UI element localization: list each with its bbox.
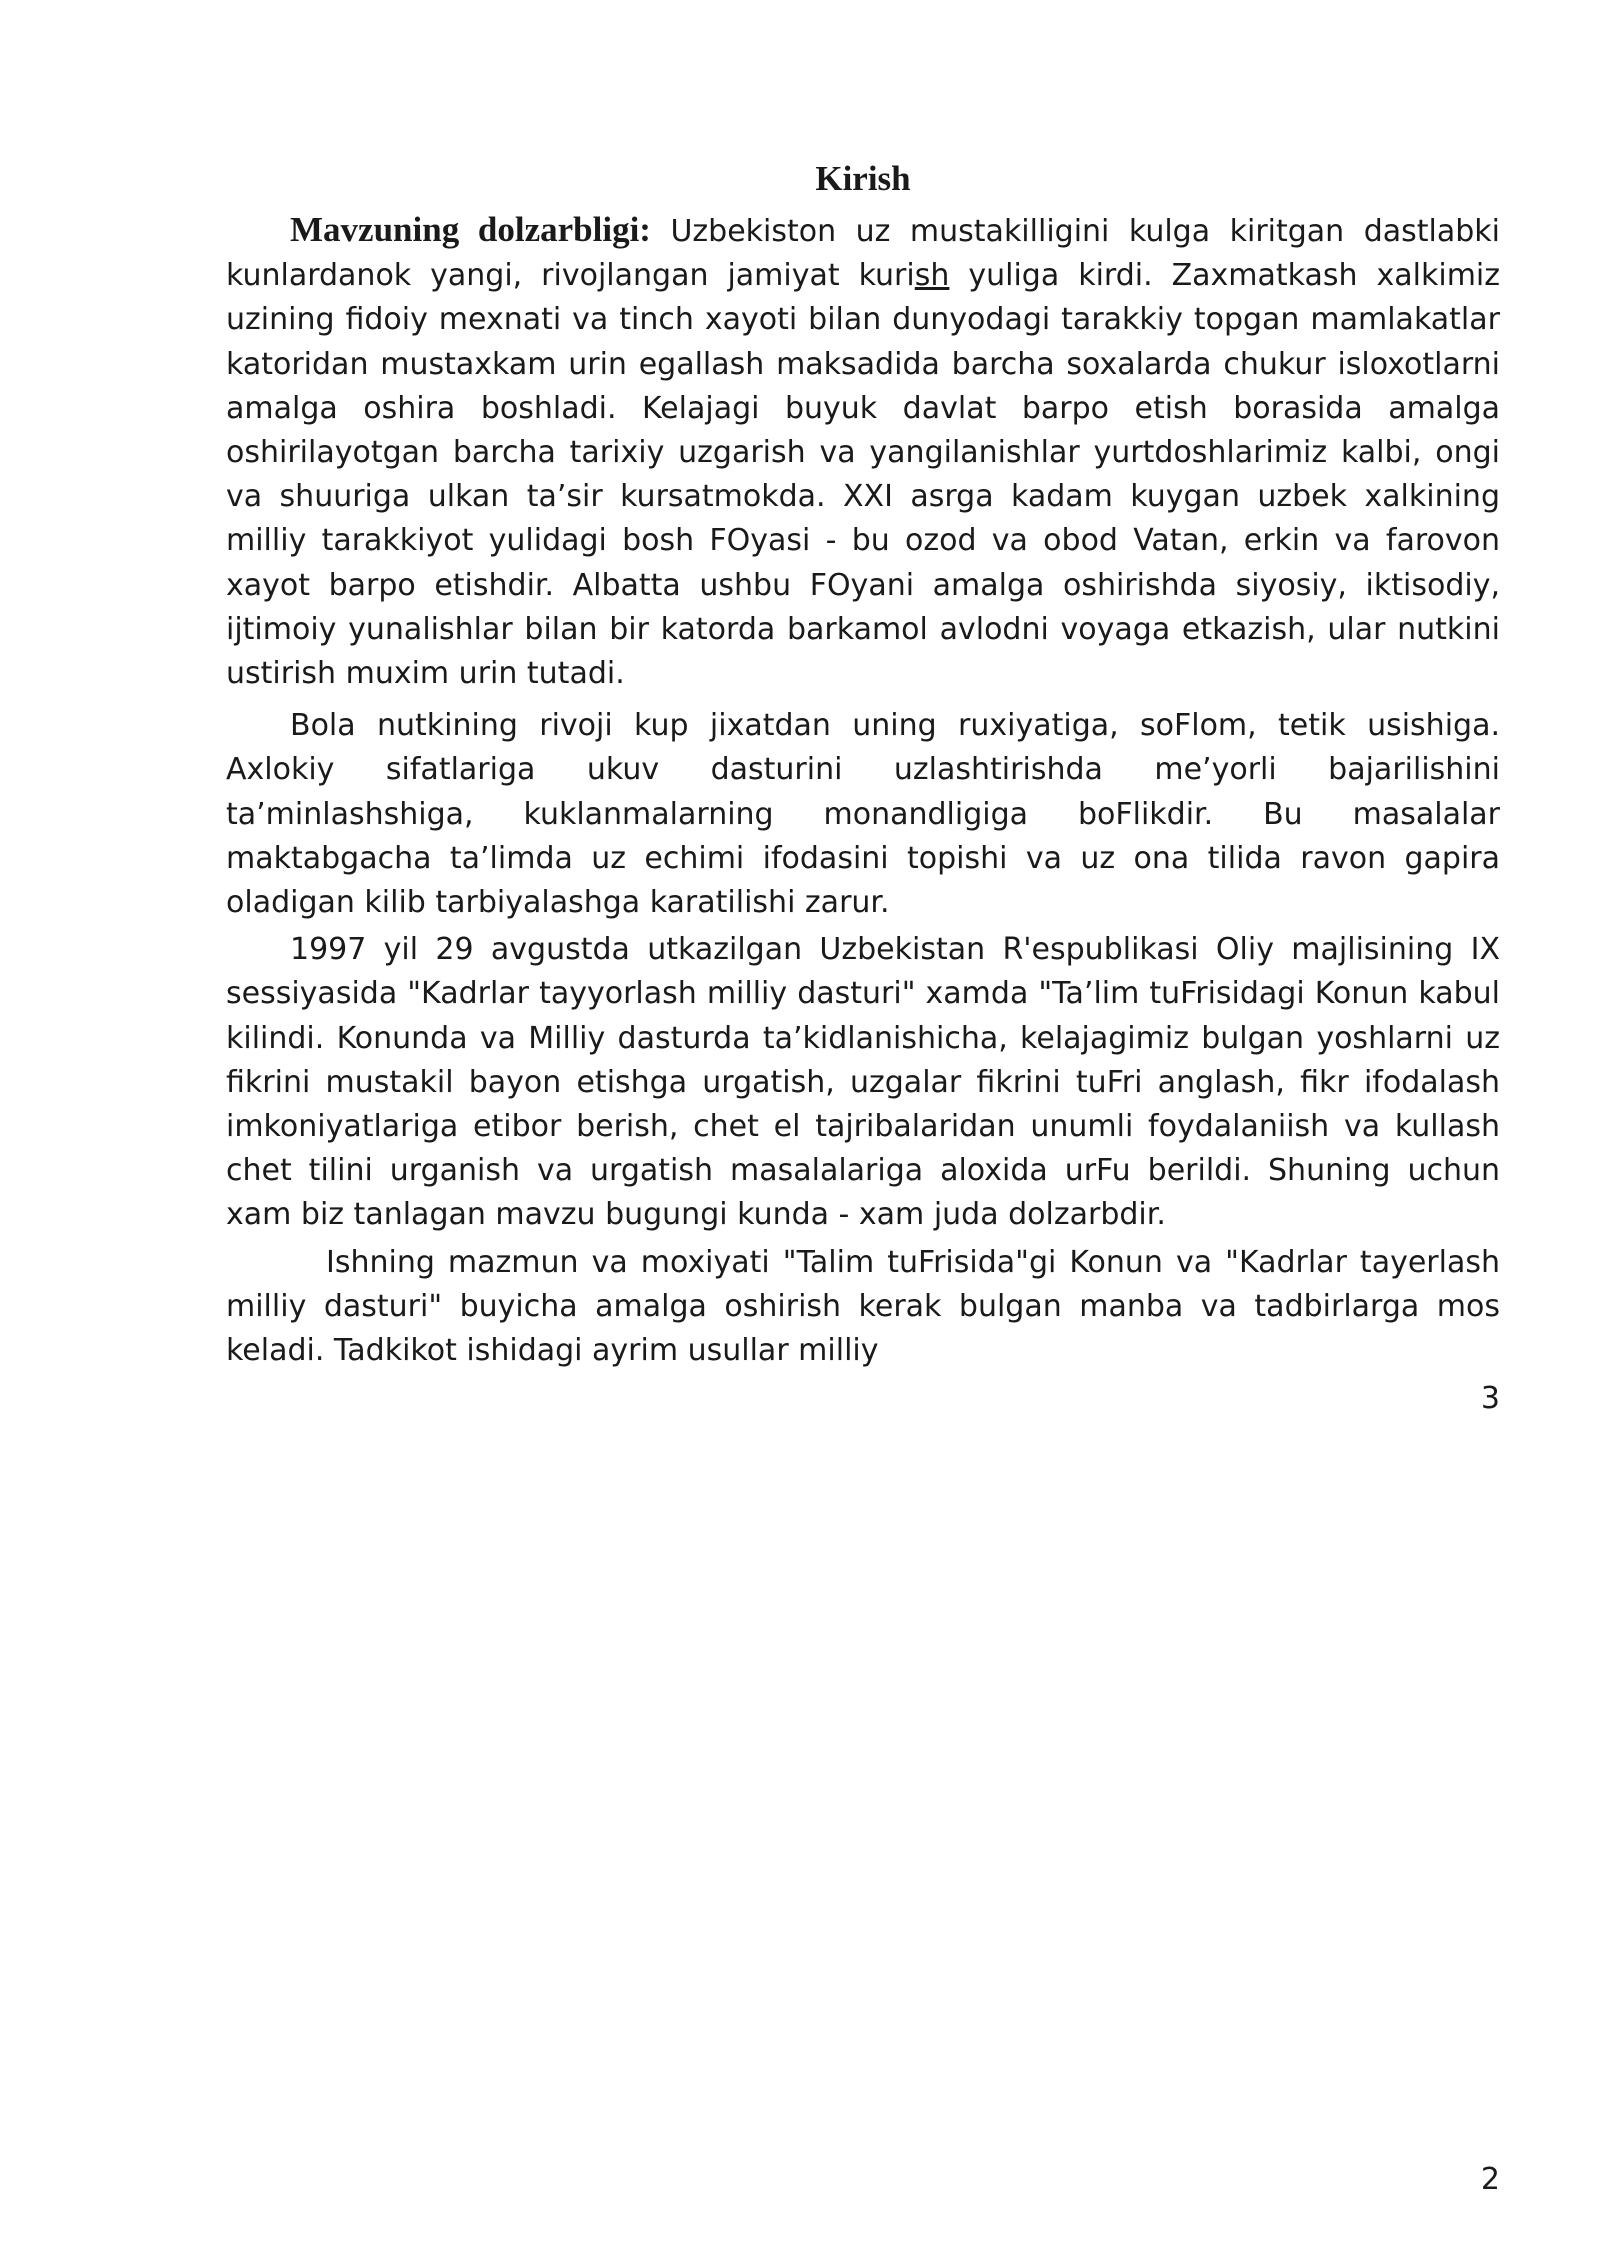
paragraph-essence: Ishning mazmun va moxiyati "Talim tuFrisida"gi Konun va "Kadrlar tayerlash milliy dasturi" buyicha amalga oshirish kerak bulgan manba va tadbirlarga mos keladi. Tadkikot ishidagi ayrim usullar milliy (226, 1244, 1500, 1369)
page-number: 2 (1480, 2162, 1500, 2197)
paragraph-relevance (226, 208, 1500, 696)
page-content (226, 150, 1500, 1419)
relevance-lead: Mavzuning dolzarbligi: (290, 210, 651, 249)
paragraph-law-1997: 1997 yil 29 avgustda utkazilgan Uzbekistan R'espublikasi Oliy majlisining IX sessiyasida "Kadrlar tayyorlash milliy dasturi" xamda "Ta’lim tuFrisidagi Konun kabul kilindi. Konunda va Milliy dasturda ta’kidlanishicha, kelajagimiz bulgan yoshlarni uz fikrini mustakil bayon etishga urgatish, uzgalar fikrini tuFri anglash, fikr ifodalash imkoniyatlariga etibor berish, chet el tajribalaridan unumli foydalaniish va kullash chet tilini urganish va urgatish masalalariga aloxida urFu berildi. Shuning uchun xam biz tanlagan mavzu bugungi kunda - xam juda dolzarbdir. (226, 932, 1500, 1233)
underlined-text: sh (914, 258, 950, 294)
paragraph-text: Uzbekiston uz mustakilligini kulga kiritgan dastlabki kunlardanok yangi, rivojlangan jamiyat kuri (226, 214, 1500, 294)
paragraph-text: yuliga kirdi. Zaxmatkash xalkimiz uzining fidoiy mexnati va tinch xayoti bilan dunyodagi tarakkiy topgan mamlakatlar katoridan mustaxkam urin egallash maksadida barcha soxalarda chukur isloxotlarni amalga oshira boshladi. Kelajagi buyuk davlat barpo etish borasida amalga oshirilayotgan barcha tarixiy uzgarish va yangilanishlar yurtdoshlarimiz kalbi, ongi va shuuriga ulkan ta’sir kursatmokda. XXI asrga kadam kuygan uzbek xalkining milliy tarakkiyot yulidagi bosh FOyasi - bu ozod va obod Vatan, erkin va farovon xayot barpo etishdir. Albatta ushbu FOyani amalga oshirishda siyosiy, iktisodiy, ijtimoiy yunalishlar bilan bir katorda barkamol avlodni voyaga etkazish, ular nutkini ustirish muxim urin tutadi. (226, 258, 1500, 692)
inner-page-number: 3 (1480, 1381, 1500, 1417)
paragraph-speech-development: Bola nutkining rivoji kup jixatdan uning ruxiyatiga, soFlom, tetik usishiga. Axlokiy sifatlariga ukuv dasturini uzlashtirishda me’yorli bajarilishini ta’minlashshiga, kuklanmalarning monandligiga boFlikdir. Bu masalalar maktabgacha ta’limda uz echimi ifodasini topishi va uz ona tilida ravon gapira oladigan kilib tarbiyalashga karatilishi zarur. (226, 708, 1500, 921)
section-heading: Kirish (815, 159, 911, 198)
